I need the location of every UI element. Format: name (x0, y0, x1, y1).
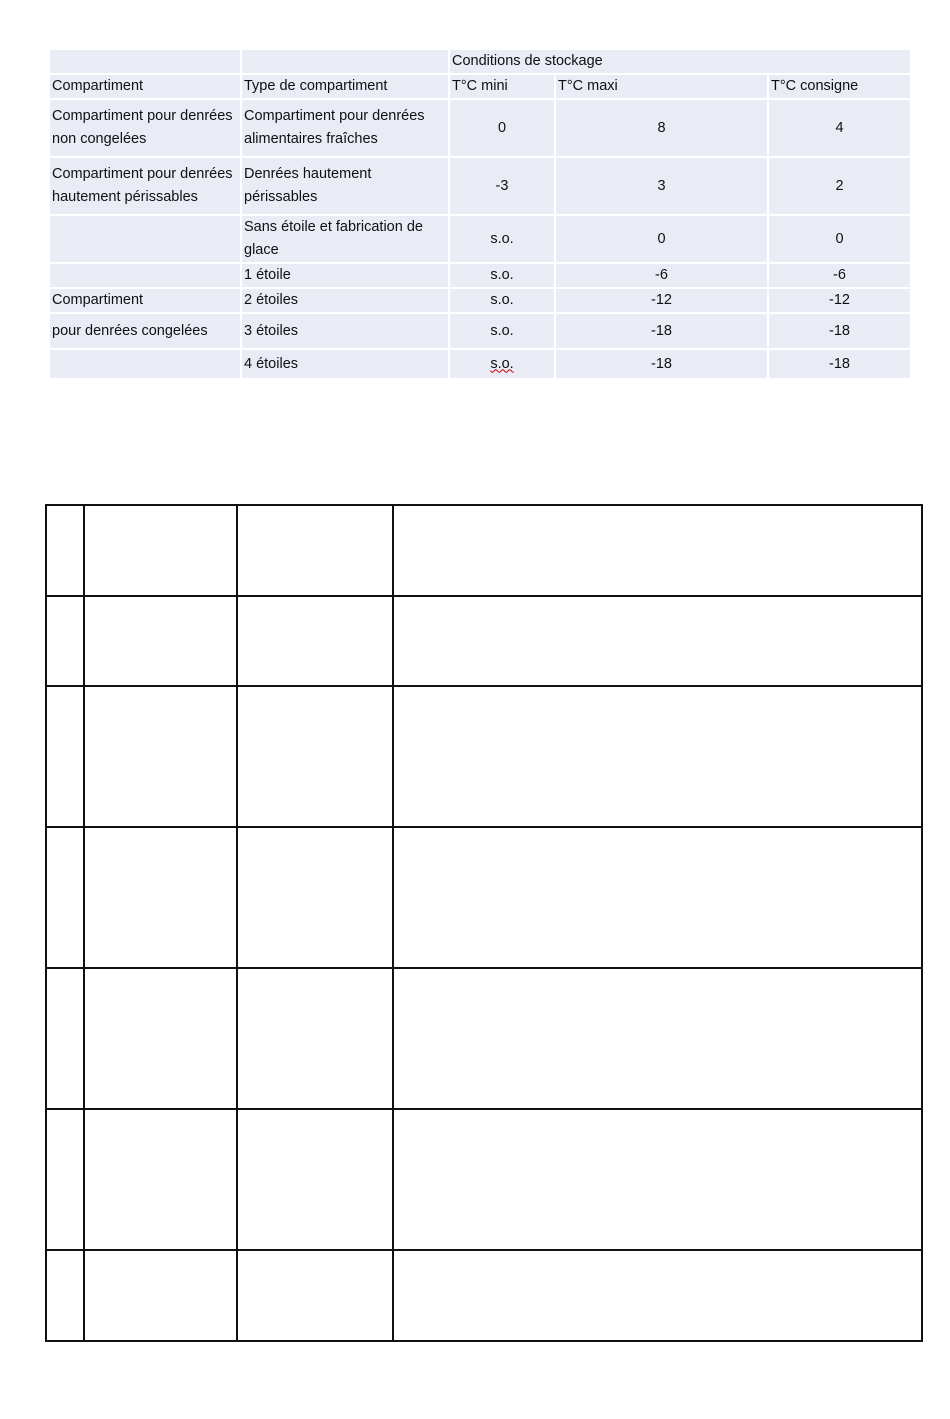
table-row (50, 289, 910, 312)
tconsigne-cell: -18 (769, 314, 910, 348)
storage-conditions-table (48, 48, 912, 380)
grid-row (46, 1250, 922, 1341)
grid-cell (237, 505, 393, 596)
grid-cell (84, 596, 237, 686)
grid-cell (237, 1250, 393, 1341)
type-cell: Sans étoile et fabrication de glace (242, 216, 448, 262)
tmax-cell: -12 (556, 289, 767, 312)
grid-row (46, 968, 922, 1109)
header-tmin: T°C mini (450, 75, 554, 98)
grid-cell (393, 968, 922, 1109)
grid-cell (84, 686, 237, 827)
tmax-cell: 0 (556, 216, 767, 262)
spellcheck-underlined-text: s.o. (490, 355, 514, 372)
type-cell: 3 étoiles (242, 314, 448, 348)
grid-cell (46, 1109, 84, 1250)
compartiment-cell (50, 216, 240, 262)
grid-cell (84, 827, 237, 968)
grid-cell (393, 686, 922, 827)
type-cell: 2 étoiles (242, 289, 448, 312)
tmin-cell (450, 350, 554, 378)
tmax-cell: 8 (556, 100, 767, 156)
grid-cell (393, 1109, 922, 1250)
table-row (50, 350, 910, 378)
tconsigne-cell: -6 (769, 264, 910, 287)
grid-cell (84, 1250, 237, 1341)
tconsigne-cell: 2 (769, 158, 910, 214)
type-cell: 4 étoiles (242, 350, 448, 378)
tmin-cell: s.o. (450, 264, 554, 287)
table-row (50, 100, 910, 156)
grid-row (46, 686, 922, 827)
grid-cell (393, 1250, 922, 1341)
tmin-cell: 0 (450, 100, 554, 156)
tmin-cell: -3 (450, 158, 554, 214)
grid-row (46, 505, 922, 596)
grid-cell (84, 1109, 237, 1250)
grid-row (46, 1109, 922, 1250)
tmax-cell: -6 (556, 264, 767, 287)
grid-row (46, 827, 922, 968)
tconsigne-cell: 0 (769, 216, 910, 262)
type-cell: Denrées hautement périssables (242, 158, 448, 214)
conditions-group-header: Conditions de stockage (450, 50, 910, 73)
grid-cell (46, 596, 84, 686)
table-row (50, 216, 910, 262)
grid-cell (46, 968, 84, 1109)
grid-cell (46, 827, 84, 968)
grid-cell (393, 827, 922, 968)
compartiment-cell (50, 264, 240, 287)
grid-cell (237, 968, 393, 1109)
compartiment-cell (50, 350, 240, 378)
grid-row (46, 596, 922, 686)
grid-cell (237, 1109, 393, 1250)
header-compartiment: Compartiment (50, 75, 240, 98)
table-row (50, 264, 910, 287)
compartiment-cell: Compartiment (50, 289, 240, 312)
blank-grid-table (45, 504, 923, 1342)
tmin-cell: s.o. (450, 216, 554, 262)
grid-cell (46, 505, 84, 596)
grid-cell (46, 686, 84, 827)
table-row (50, 158, 910, 214)
table-row (50, 314, 910, 348)
tconsigne-cell: -12 (769, 289, 910, 312)
grid-cell (237, 686, 393, 827)
group-header-row (50, 50, 910, 73)
compartiment-cell: pour denrées congelées (50, 314, 240, 348)
grid-cell (393, 505, 922, 596)
grid-cell (393, 596, 922, 686)
compartiment-cell: Compartiment pour denrées hautement périssables (50, 158, 240, 214)
empty-header-cell (50, 50, 240, 73)
grid-cell (46, 1250, 84, 1341)
header-tconsigne: T°C consigne (769, 75, 910, 98)
tmin-cell: s.o. (450, 314, 554, 348)
type-cell: Compartiment pour denrées alimentaires fraîches (242, 100, 448, 156)
tmax-cell: -18 (556, 314, 767, 348)
compartiment-cell: Compartiment pour denrées non congelées (50, 100, 240, 156)
tmax-cell: -18 (556, 350, 767, 378)
grid-cell (237, 827, 393, 968)
tconsigne-cell: -18 (769, 350, 910, 378)
grid-cell (84, 505, 237, 596)
tmax-cell: 3 (556, 158, 767, 214)
empty-header-cell (242, 50, 448, 73)
header-type: Type de compartiment (242, 75, 448, 98)
header-tmax: T°C maxi (556, 75, 767, 98)
type-cell: 1 étoile (242, 264, 448, 287)
tmin-cell: s.o. (450, 289, 554, 312)
tconsigne-cell: 4 (769, 100, 910, 156)
column-header-row (50, 75, 910, 98)
grid-cell (237, 596, 393, 686)
grid-cell (84, 968, 237, 1109)
